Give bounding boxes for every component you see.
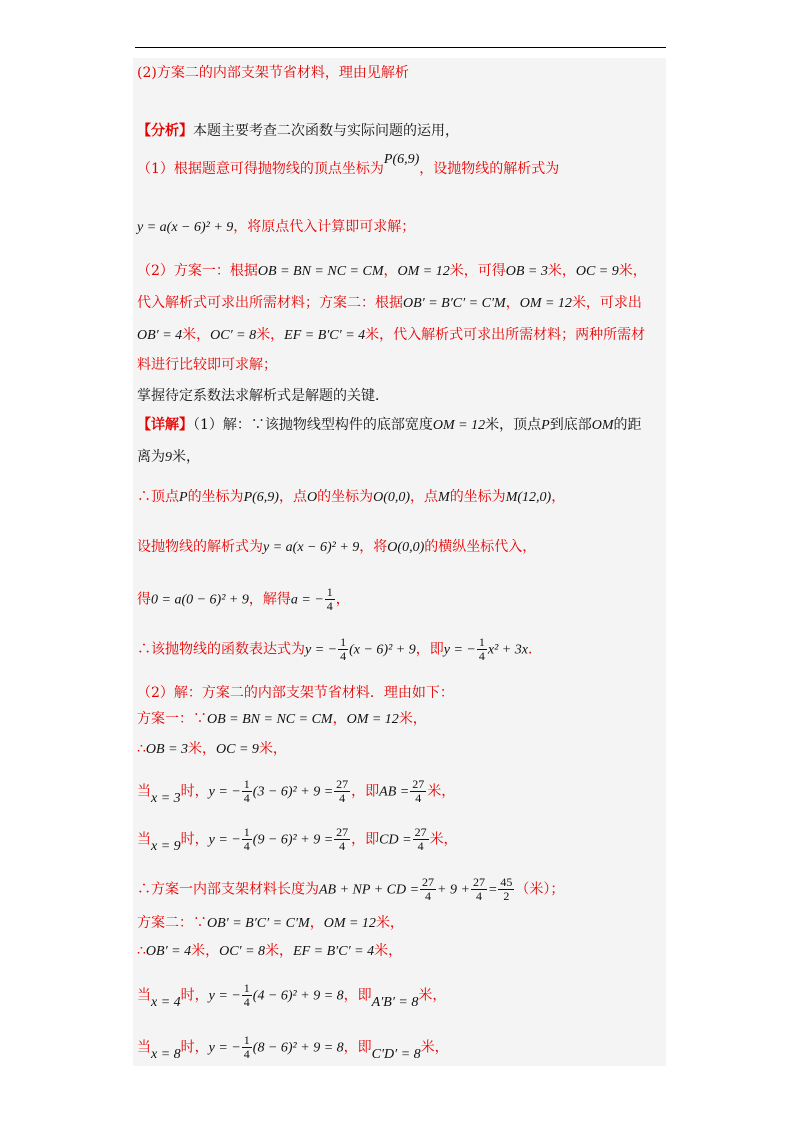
analysis-line-6: 料进行比较即可求解；	[137, 357, 277, 373]
detail-function-expression: ∴该抛物线的函数表达式为y = − $\frac{1}{4}$ (x − 6)² + 9，即y = − $\frac{1}{4}$ x² + 3x．	[137, 635, 542, 663]
detail-line-2: 离为9米，	[137, 449, 200, 465]
plan1-x3: 当x = 3时，y = − $\frac{1}{4}$ (3 − 6)² + 9 = $\frac{27}{4}$ ，即AB = $\frac{27}{4}$ 米，	[137, 777, 456, 806]
plan1-lengths: ∴OB = 3米，OC = 9米，	[137, 741, 287, 757]
fraction-one-quarter: $\frac{1}{4}$	[326, 585, 333, 613]
plan2-x8: 当x = 8时，y = − $\frac{1}{4}$ (8 − 6)² + 9 = 8，即C′D′ = 8米，	[137, 1033, 449, 1062]
analysis-line-4: 代入解析式可求出所需材料；方案二：根据OB′ = B′C′ = C′M，OM = 12米，可求出	[137, 295, 642, 311]
plan1-total: ∴方案一内部支架材料长度为AB + NP + CD = $\frac{27}{4}$ + 9 + $\frac{27}{4}$ = $\frac{45}{2}$ （米）；	[137, 875, 565, 903]
detail-coordinates: ∴顶点P的坐标为P(6,9)，点O的坐标为O(0,0)，点M的坐标为M(12,0)，	[137, 489, 566, 505]
part2-heading: （2）解：方案二的内部支架节省材料．理由如下：	[137, 685, 454, 701]
answer-part2: (2)方案二的内部支架节省材料，理由见解析	[137, 65, 409, 81]
detail-heading: 【详解】（1）解：∵该抛物线型构件的底部宽度OM = 12米，顶点P到底部OM的距	[137, 417, 642, 433]
header-rule	[135, 47, 666, 48]
analysis-key-point: 掌握待定系数法求解析式是解题的关键．	[137, 388, 389, 404]
plan2-given: 方案二：∵OB′ = B′C′ = C′M，OM = 12米，	[137, 915, 404, 931]
plan2-lengths: ∴OB′ = 4米，OC′ = 8米，EF = B′C′ = 4米，	[137, 943, 403, 959]
plan2-x4: 当x = 4时，y = − $\frac{1}{4}$ (4 − 6)² + 9 = 8，即A′B′ = 8米，	[137, 981, 447, 1010]
analysis-line-1: （1）根据题意可得抛物线的顶点坐标为P(6,9)，设抛物线的解析式为	[137, 152, 560, 177]
analysis-line-3: （2）方案一：根据OB = BN = NC = CM，OM = 12米，可得OB = 3米，OC = 9米，	[137, 263, 647, 279]
analysis-heading: 【分析】本题主要考查二次函数与实际问题的运用，	[137, 123, 459, 139]
detail-solve-a: 得0 = a(0 − 6)² + 9，解得a = − $\frac{1}{4}$ ，	[137, 585, 350, 613]
analysis-line-5: OB′ = 4米，OC′ = 8米，EF = B′C′ = 4米，代入解析式可求出所需材料；两种所需材	[137, 327, 646, 343]
analysis-line-2: y = a(x − 6)² + 9，将原点代入计算即可求解；	[137, 219, 416, 235]
plan1-given: 方案一：∵OB = BN = NC = CM，OM = 12米，	[137, 711, 427, 727]
plan1-x9: 当x = 9时，y = − $\frac{1}{4}$ (9 − 6)² + 9 = $\frac{27}{4}$ ，即CD = $\frac{27}{4}$ 米，	[137, 825, 458, 854]
detail-assume-form: 设抛物线的解析式为y = a(x − 6)² + 9，将O(0,0)的横纵坐标代入，	[137, 539, 537, 555]
